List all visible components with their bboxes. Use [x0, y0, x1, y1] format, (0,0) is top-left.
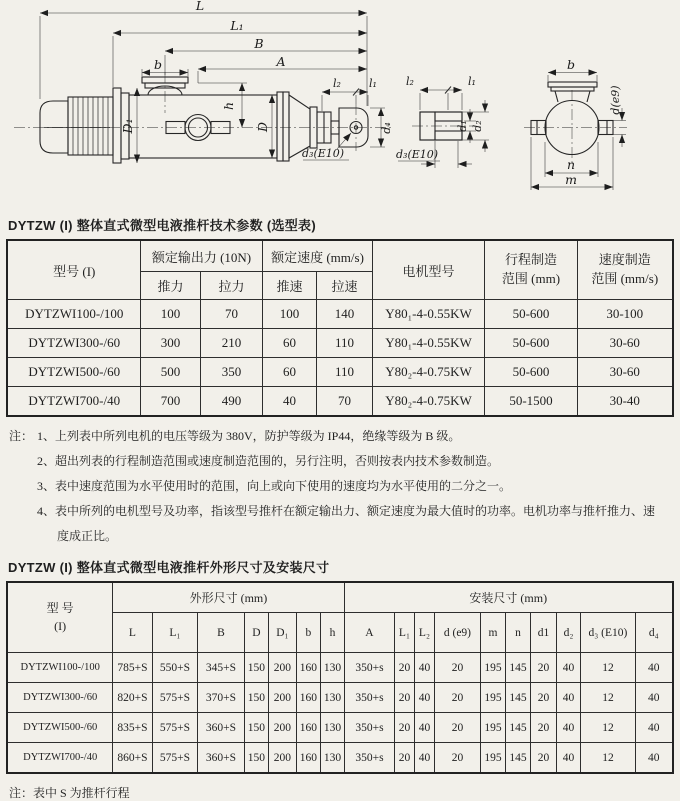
value-cell: 145	[505, 653, 530, 683]
header-col-n: n	[505, 613, 530, 653]
value-cell: 195	[480, 653, 505, 683]
dim-label-h: h	[221, 101, 236, 111]
value-cell: 370+S	[197, 683, 244, 713]
section-label-l2: l₂	[406, 75, 414, 88]
value-cell: 130	[320, 683, 344, 713]
value-cell: 50-600	[485, 358, 578, 387]
value-cell: 40	[556, 683, 580, 713]
header-col-D: D	[244, 613, 268, 653]
value-cell: 30-100	[578, 300, 673, 329]
port-flange-front	[548, 82, 597, 87]
value-cell: 12	[580, 743, 635, 774]
value-cell: 40	[556, 743, 580, 774]
dimensions-table	[6, 581, 673, 774]
endview-label-b: b	[566, 57, 576, 72]
header-push-speed: 推速	[263, 272, 317, 300]
value-cell: 100	[140, 300, 200, 329]
value-cell: Y80₂-4-0.75KW	[373, 358, 485, 387]
header-col-h: h	[320, 613, 344, 653]
technical-drawing	[0, 0, 680, 212]
value-cell: 50-600	[485, 329, 578, 358]
rod-eye-section-view	[396, 75, 489, 168]
model-cell: DYTZWI700-/40	[7, 387, 140, 417]
value-cell: 12	[580, 683, 635, 713]
header-stroke-range: 行程制造 范围 (mm)	[485, 240, 578, 300]
selection-table	[6, 239, 673, 417]
table-row	[7, 329, 672, 358]
value-cell: 140	[317, 300, 373, 329]
dim-label-m: m	[565, 172, 577, 187]
value-cell: 30-60	[578, 329, 673, 358]
value-cell: 40	[635, 713, 672, 743]
notes-label: 注：	[9, 429, 34, 443]
value-cell: 20	[530, 743, 556, 774]
value-cell: 550+S	[152, 653, 197, 683]
value-cell: 110	[317, 358, 373, 387]
value-cell: 20	[530, 683, 556, 713]
stroke-footnote: 注：表中 S 为推杆行程	[9, 786, 130, 800]
value-cell: 40	[414, 713, 434, 743]
value-cell: 145	[505, 683, 530, 713]
value-cell: 40	[414, 743, 434, 774]
value-cell: 785+S	[112, 653, 152, 683]
header-model: 型号 (I)	[7, 240, 140, 300]
header-col-B: B	[197, 613, 244, 653]
value-cell: 12	[580, 653, 635, 683]
value-cell: 40	[263, 387, 317, 417]
model-cell: DYTZWI500-/60	[7, 713, 112, 743]
value-cell: 195	[480, 713, 505, 743]
header-col-L: L	[112, 613, 152, 653]
value-cell: 20	[530, 713, 556, 743]
value-cell: 575+S	[152, 683, 197, 713]
dim-label-B: B	[254, 36, 264, 51]
dim-label-l1: l₁	[369, 77, 377, 90]
value-cell: 40	[556, 653, 580, 683]
header-col-D1: D₁	[268, 613, 296, 653]
value-cell: 150	[244, 713, 268, 743]
header-install-dims: 安装尺寸 (mm)	[344, 582, 672, 613]
table-row	[7, 743, 672, 774]
table-row	[7, 300, 672, 329]
value-cell: 500	[140, 358, 200, 387]
value-cell: 200	[268, 743, 296, 774]
value-cell: 12	[580, 713, 635, 743]
header-col-d4: d₄	[635, 613, 672, 653]
value-cell: 160	[296, 653, 320, 683]
selection-table-body	[7, 300, 672, 417]
header-model: 型 号 (I)	[7, 582, 112, 653]
value-cell: 60	[263, 358, 317, 387]
model-cell: DYTZWI700-/40	[7, 743, 112, 774]
value-cell: 200	[268, 713, 296, 743]
model-cell: DYTZWI300-/60	[7, 329, 140, 358]
value-cell: 70	[200, 300, 262, 329]
header-speed-range: 速度制造 范围 (mm/s)	[578, 240, 673, 300]
section-label-d3E10: d₃(E10)	[396, 148, 439, 161]
value-cell: 20	[530, 653, 556, 683]
value-cell: 345+S	[197, 653, 244, 683]
value-cell: 700	[140, 387, 200, 417]
header-col-d1: d1	[530, 613, 556, 653]
value-cell: 130	[320, 653, 344, 683]
value-cell: 210	[200, 329, 262, 358]
table-row	[7, 387, 672, 417]
value-cell: 150	[244, 653, 268, 683]
value-cell: 350+s	[344, 683, 394, 713]
motor-end-cap	[40, 101, 68, 153]
dim-label-d4: d₄	[380, 122, 393, 134]
dim-label-de9: d(e9)	[609, 85, 622, 115]
end-view	[524, 57, 627, 190]
value-cell: 20	[394, 743, 414, 774]
header-pull-force: 拉力	[200, 272, 262, 300]
note-line-4: 4、表中所列的电机型号及功率，指该型号推杆在额定输出力、额定速度为最大值时的功率。电机功率与推杆推力、速度成正比。	[37, 504, 656, 543]
value-cell: 20	[394, 653, 414, 683]
value-cell: Y80₁-4-0.55KW	[373, 300, 485, 329]
value-cell: 40	[635, 653, 672, 683]
header-rated-force: 额定输出力 (10N)	[140, 240, 262, 272]
value-cell: 130	[320, 713, 344, 743]
value-cell: 40	[556, 713, 580, 743]
value-cell: 195	[480, 743, 505, 774]
value-cell: 300	[140, 329, 200, 358]
dim-label-d1: d₁	[456, 120, 469, 132]
value-cell: 40	[635, 683, 672, 713]
value-cell: 20	[434, 653, 480, 683]
header-col-d2: d₂	[556, 613, 580, 653]
value-cell: 50-600	[485, 300, 578, 329]
table-row	[7, 358, 672, 387]
value-cell: 350+s	[344, 743, 394, 774]
value-cell: 195	[480, 683, 505, 713]
header-push-force: 推力	[140, 272, 200, 300]
value-cell: 350+s	[344, 713, 394, 743]
dim-label-b: b	[153, 57, 163, 72]
value-cell: 575+S	[152, 743, 197, 774]
value-cell: Y80₂-4-0.75KW	[373, 387, 485, 417]
value-cell: 30-60	[578, 358, 673, 387]
dim-label-D1: D₁	[120, 118, 135, 134]
header-pull-speed: 拉速	[317, 272, 373, 300]
value-cell: 145	[505, 743, 530, 774]
header-col-L2: L₂	[414, 613, 434, 653]
header-outline-dims: 外形尺寸 (mm)	[112, 582, 344, 613]
value-cell: 200	[268, 683, 296, 713]
header-col-L1i: L₁	[394, 613, 414, 653]
value-cell: 70	[317, 387, 373, 417]
dimensions-table-body	[7, 653, 672, 774]
note-line-2: 2、超出列表的行程制造范围或速度制造范围的，另行注明，否则按表内技术参数制造。	[37, 454, 500, 468]
value-cell: 490	[200, 387, 262, 417]
value-cell: 820+S	[112, 683, 152, 713]
note-line-3: 3、表中速度范围为水平使用时的范围，向上或向下使用的速度均为水平使用的二分之一。	[37, 479, 512, 493]
value-cell: 50-1500	[485, 387, 578, 417]
header-col-de9: d (e9)	[434, 613, 480, 653]
dim-label-l2: l₂	[333, 77, 341, 90]
value-cell: 30-40	[578, 387, 673, 417]
header-col-d3E10: d₃ (E10)	[580, 613, 635, 653]
model-cell: DYTZWI100-/100	[7, 300, 140, 329]
value-cell: 40	[635, 743, 672, 774]
section-label-l1: l₁	[468, 75, 476, 88]
value-cell: 20	[434, 683, 480, 713]
value-cell: 160	[296, 743, 320, 774]
value-cell: 360+S	[197, 713, 244, 743]
value-cell: 20	[434, 713, 480, 743]
value-cell: 160	[296, 683, 320, 713]
header-col-b: b	[296, 613, 320, 653]
model-cell: DYTZWI300-/60	[7, 683, 112, 713]
section2-title: DYTZW (I) 整体直式微型电液推杆外形尺寸及安装尺寸	[8, 560, 330, 575]
motor-ribbed-body	[68, 97, 113, 155]
value-cell: Y80₁-4-0.55KW	[373, 329, 485, 358]
value-cell: 100	[263, 300, 317, 329]
header-col-m: m	[480, 613, 505, 653]
value-cell: 200	[268, 653, 296, 683]
value-cell: 575+S	[152, 713, 197, 743]
value-cell: 350	[200, 358, 262, 387]
value-cell: 130	[320, 743, 344, 774]
dim-label-L1: L₁	[230, 18, 244, 33]
value-cell: 360+S	[197, 743, 244, 774]
header-motor-model: 电机型号	[373, 240, 485, 300]
header-rated-speed: 额定速度 (mm/s)	[263, 240, 373, 272]
value-cell: 110	[317, 329, 373, 358]
value-cell: 160	[296, 713, 320, 743]
value-cell: 20	[434, 743, 480, 774]
value-cell: 40	[414, 683, 434, 713]
table-row	[7, 683, 672, 713]
dim-label-L: L	[195, 0, 205, 13]
value-cell: 860+S	[112, 743, 152, 774]
value-cell: 150	[244, 743, 268, 774]
header-col-A: A	[344, 613, 394, 653]
value-cell: 20	[394, 683, 414, 713]
value-cell: 20	[394, 713, 414, 743]
dim-label-A: A	[276, 54, 286, 69]
value-cell: 40	[414, 653, 434, 683]
dim-label-n: n	[566, 157, 576, 172]
section1-title: DYTZW (I) 整体直式微型电液推杆技术参数 (选型表)	[8, 218, 316, 233]
notes-section	[0, 424, 680, 549]
value-cell: 60	[263, 329, 317, 358]
dim-label-D: D	[255, 121, 270, 133]
value-cell: 150	[244, 683, 268, 713]
dim-label-d2: d₂	[471, 120, 484, 132]
table-row	[7, 713, 672, 743]
model-cell: DYTZWI100-/100	[7, 653, 112, 683]
model-cell: DYTZWI500-/60	[7, 358, 140, 387]
dim-label-d3E10: d₃(E10)	[302, 147, 345, 160]
value-cell: 350+s	[344, 653, 394, 683]
value-cell: 145	[505, 713, 530, 743]
header-col-L1: L₁	[152, 613, 197, 653]
note-line-1: 1、上列表中所列电机的电压等级为 380V，防护等级为 IP44，绝缘等级为 B 级。	[37, 429, 461, 443]
value-cell: 835+S	[112, 713, 152, 743]
table-row	[7, 653, 672, 683]
